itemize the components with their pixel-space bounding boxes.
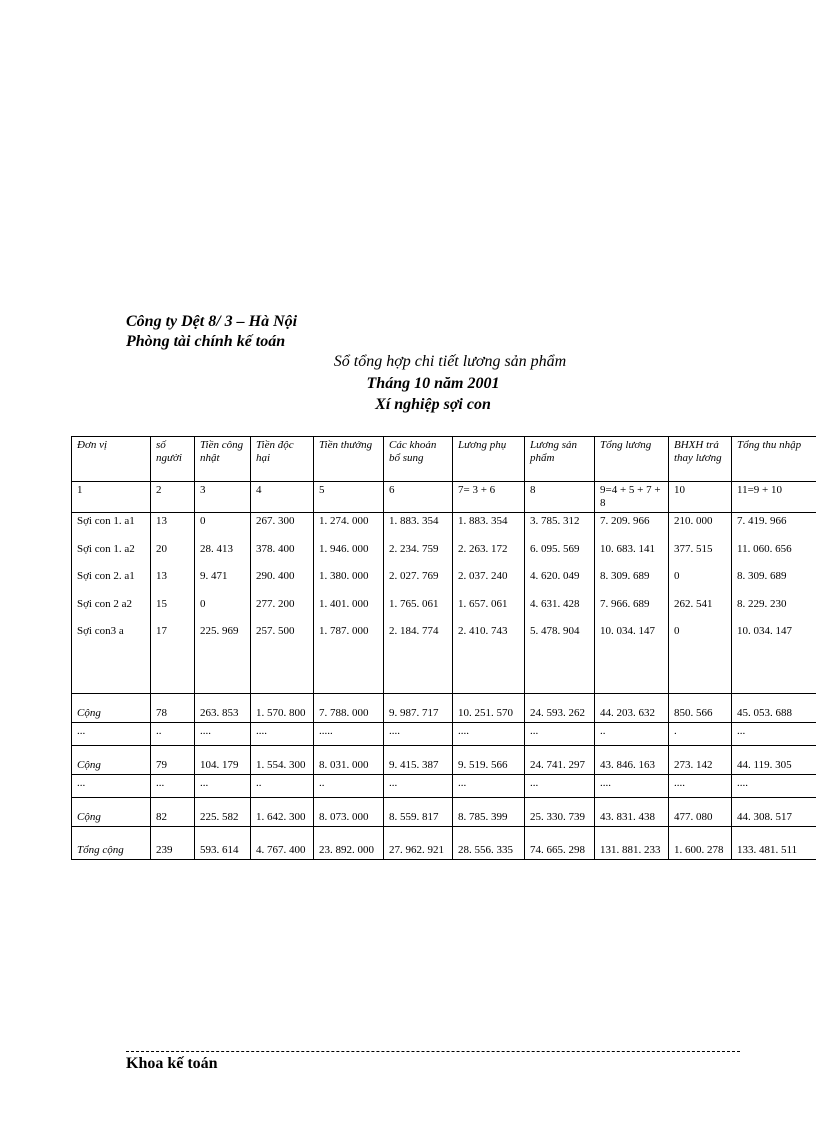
signature-label: Khoa kế toán	[126, 1055, 218, 1072]
table-cell: Cộng	[72, 798, 151, 827]
table-cell: 1. 570. 800	[251, 694, 314, 723]
detail-value: 0	[674, 570, 680, 582]
signature-divider	[126, 1051, 740, 1052]
detail-value: 267. 300	[256, 515, 295, 527]
table-cell: BHXH trả thay lương	[669, 437, 732, 482]
table-cell: 3	[195, 482, 251, 513]
table-cell: ..	[595, 723, 669, 746]
detail-value: 2. 234. 759	[389, 542, 439, 555]
table-cell: 23. 892. 000	[314, 827, 384, 860]
table-cell: 8. 031. 000	[314, 746, 384, 775]
table-cell: 477. 080	[669, 798, 732, 827]
table-cell: Cộng	[72, 746, 151, 775]
table-cell: Lương sản phẩm	[525, 437, 595, 482]
table-cell: 4	[251, 482, 314, 513]
table-cell: 8	[525, 482, 595, 513]
table-cell: ...	[525, 775, 595, 798]
detail-value: 1. 765. 061	[389, 597, 439, 610]
header-row	[72, 437, 816, 482]
detail-column	[669, 513, 732, 694]
detail-value: 1. 274. 000	[319, 515, 369, 527]
table-cell: 45. 053. 688	[732, 694, 816, 723]
detail-value: 257. 500	[256, 625, 295, 637]
detail-value: 0	[674, 625, 680, 637]
table-cell: 74. 665. 298	[525, 827, 595, 860]
table-cell: ...	[525, 723, 595, 746]
detail-value: 277. 200	[256, 597, 295, 610]
table-cell: Tổng cộng	[72, 827, 151, 860]
table-cell: 43. 846. 163	[595, 746, 669, 775]
detail-value: 210. 000	[674, 515, 713, 527]
ellipsis-row	[72, 723, 816, 746]
table-cell: 82	[151, 798, 195, 827]
detail-value: 13	[156, 570, 167, 582]
detail-value: 2. 027. 769	[389, 570, 439, 582]
detail-value: 7. 419. 966	[737, 515, 787, 527]
table-cell: 44. 119. 305	[732, 746, 816, 775]
unit-list	[72, 513, 151, 694]
table-cell: ....	[732, 775, 816, 798]
table-cell: 44. 203. 632	[595, 694, 669, 723]
detail-value: 9. 471	[200, 570, 228, 582]
table-cell: ...	[453, 775, 525, 798]
table-cell: ...	[72, 775, 151, 798]
detail-column	[595, 513, 669, 694]
table-cell: ....	[195, 723, 251, 746]
table-cell: 9. 519. 566	[453, 746, 525, 775]
detail-column	[525, 513, 595, 694]
subtotal-row	[72, 798, 816, 827]
detail-value: 378. 400	[256, 542, 295, 555]
detail-value: 1. 380. 000	[319, 570, 369, 582]
detail-column	[732, 513, 816, 694]
table-cell: Đơn vị	[72, 437, 151, 482]
detail-value: 8. 229. 230	[737, 597, 787, 610]
table-cell: ....	[251, 723, 314, 746]
company-name: Công ty Dệt 8/ 3 – Hà Nội	[126, 313, 298, 330]
table-cell: 43. 831. 438	[595, 798, 669, 827]
table-cell: 2	[151, 482, 195, 513]
detail-value: 7. 209. 966	[600, 515, 650, 527]
detail-value: 1. 787. 000	[319, 625, 369, 637]
detail-value: 4. 631. 428	[530, 597, 580, 610]
table-cell: Các khoản bổ sung	[384, 437, 453, 482]
table-cell: .	[669, 723, 732, 746]
detail-value: 17	[156, 625, 167, 637]
table-cell: 1	[72, 482, 151, 513]
detail-row	[72, 513, 816, 694]
detail-column	[251, 513, 314, 694]
table-cell: .....	[314, 723, 384, 746]
table-cell: 6	[384, 482, 453, 513]
grand-total-row	[72, 827, 816, 860]
table-cell: 133. 481. 511	[732, 827, 816, 860]
table-cell: 131. 881. 233	[595, 827, 669, 860]
detail-value: 3. 785. 312	[530, 515, 580, 527]
subtotal-row	[72, 746, 816, 775]
table-cell: 8. 073. 000	[314, 798, 384, 827]
detail-value: 262. 541	[674, 597, 713, 610]
table-cell: ....	[453, 723, 525, 746]
table-cell: ...	[72, 723, 151, 746]
table-cell: 263. 853	[195, 694, 251, 723]
unit-name: Sợi con 2. a1	[77, 570, 135, 582]
table-cell: số người	[151, 437, 195, 482]
table-cell: 9. 987. 717	[384, 694, 453, 723]
detail-value: 0	[200, 515, 206, 527]
detail-value: 0	[200, 597, 206, 610]
table-cell: 239	[151, 827, 195, 860]
table-cell: 225. 582	[195, 798, 251, 827]
table-cell: ....	[669, 775, 732, 798]
detail-value: 1. 883. 354	[389, 515, 439, 527]
detail-column	[384, 513, 453, 694]
table-cell: 9=4 + 5 + 7 + 8	[595, 482, 669, 513]
table-cell: 4. 767. 400	[251, 827, 314, 860]
department-name: Phòng tài chính kế toán	[126, 333, 286, 350]
detail-value: 8. 309. 689	[737, 570, 787, 582]
table-cell: 28. 556. 335	[453, 827, 525, 860]
table-cell: Tổng thu nhập	[732, 437, 816, 482]
table-cell: ....	[384, 723, 453, 746]
detail-value: 2. 037. 240	[458, 570, 508, 582]
detail-column	[453, 513, 525, 694]
unit-name: Sợi con3 a	[77, 625, 124, 637]
table-cell: 10. 251. 570	[453, 694, 525, 723]
detail-value: 1. 883. 354	[458, 515, 508, 527]
table-cell: Cộng	[72, 694, 151, 723]
numbering-row	[72, 482, 816, 513]
detail-value: 225. 969	[200, 625, 239, 637]
table-cell: 7= 3 + 6	[453, 482, 525, 513]
table-cell: ..	[251, 775, 314, 798]
table-cell: ...	[732, 723, 816, 746]
table-cell: 79	[151, 746, 195, 775]
table-cell: Tiền thưởng	[314, 437, 384, 482]
detail-value: 7. 966. 689	[600, 597, 650, 610]
unit-name: Sợi con 1. a1	[77, 515, 135, 527]
document-month: Tháng 10 năm 2001	[366, 375, 500, 392]
table-cell: 24. 741. 297	[525, 746, 595, 775]
detail-value: 1. 946. 000	[319, 542, 369, 555]
table-cell: 1. 600. 278	[669, 827, 732, 860]
detail-value: 2. 184. 774	[389, 625, 439, 637]
table-cell: 78	[151, 694, 195, 723]
detail-value: 6. 095. 569	[530, 542, 580, 555]
table-cell: ...	[195, 775, 251, 798]
detail-value: 5. 478. 904	[530, 625, 580, 637]
subtotal-row	[72, 694, 816, 723]
table-cell: 44. 308. 517	[732, 798, 816, 827]
detail-value: 15	[156, 597, 167, 610]
table-cell: Tiền độc hại	[251, 437, 314, 482]
table-cell: 1. 642. 300	[251, 798, 314, 827]
detail-value: 377. 515	[674, 542, 713, 555]
document-unit: Xí nghiệp sợi con	[375, 396, 491, 413]
table-cell: 25. 330. 739	[525, 798, 595, 827]
salary-ledger-table	[71, 436, 816, 860]
table-cell: ..	[151, 723, 195, 746]
table-cell: 8. 559. 817	[384, 798, 453, 827]
detail-value: 2. 263. 172	[458, 542, 508, 555]
table-cell: 273. 142	[669, 746, 732, 775]
table-cell: Tổng lương	[595, 437, 669, 482]
table-cell: 27. 962. 921	[384, 827, 453, 860]
table-cell: 104. 179	[195, 746, 251, 775]
table-cell: 11=9 + 10	[732, 482, 816, 513]
table-cell: ..	[314, 775, 384, 798]
table-cell: Tiền công nhật	[195, 437, 251, 482]
detail-column	[151, 513, 195, 694]
detail-value: 2. 410. 743	[458, 625, 508, 637]
detail-value: 28. 413	[200, 542, 233, 555]
detail-value: 13	[156, 515, 167, 527]
detail-value: 1. 657. 061	[458, 597, 508, 610]
table-cell: ...	[384, 775, 453, 798]
detail-value: 10. 034. 147	[600, 625, 655, 637]
detail-value: 4. 620. 049	[530, 570, 580, 582]
table-cell: ....	[595, 775, 669, 798]
detail-column	[195, 513, 251, 694]
detail-value: 290. 400	[256, 570, 295, 582]
unit-name: Sợi con 2 a2	[77, 597, 133, 610]
table-cell: 1. 554. 300	[251, 746, 314, 775]
detail-value: 10. 683. 141	[600, 542, 655, 555]
detail-value: 8. 309. 689	[600, 570, 650, 582]
table-cell: 9. 415. 387	[384, 746, 453, 775]
table-cell: 8. 785. 399	[453, 798, 525, 827]
table-cell: 7. 788. 000	[314, 694, 384, 723]
table-cell: 24. 593. 262	[525, 694, 595, 723]
unit-name: Sợi con 1. a2	[77, 542, 135, 555]
table-cell: Lương phụ	[453, 437, 525, 482]
detail-value: 1. 401. 000	[319, 597, 369, 610]
table-cell: 10	[669, 482, 732, 513]
ellipsis-row	[72, 775, 816, 798]
detail-value: 11. 060. 656	[737, 542, 792, 555]
document-title: Sổ tổng hợp chi tiết lương sản phẩm	[333, 353, 567, 370]
table-cell: 593. 614	[195, 827, 251, 860]
table-cell: 850. 566	[669, 694, 732, 723]
detail-value: 20	[156, 542, 167, 555]
detail-value: 10. 034. 147	[737, 625, 792, 637]
table-cell: 5	[314, 482, 384, 513]
table-cell: ...	[151, 775, 195, 798]
detail-column	[314, 513, 384, 694]
